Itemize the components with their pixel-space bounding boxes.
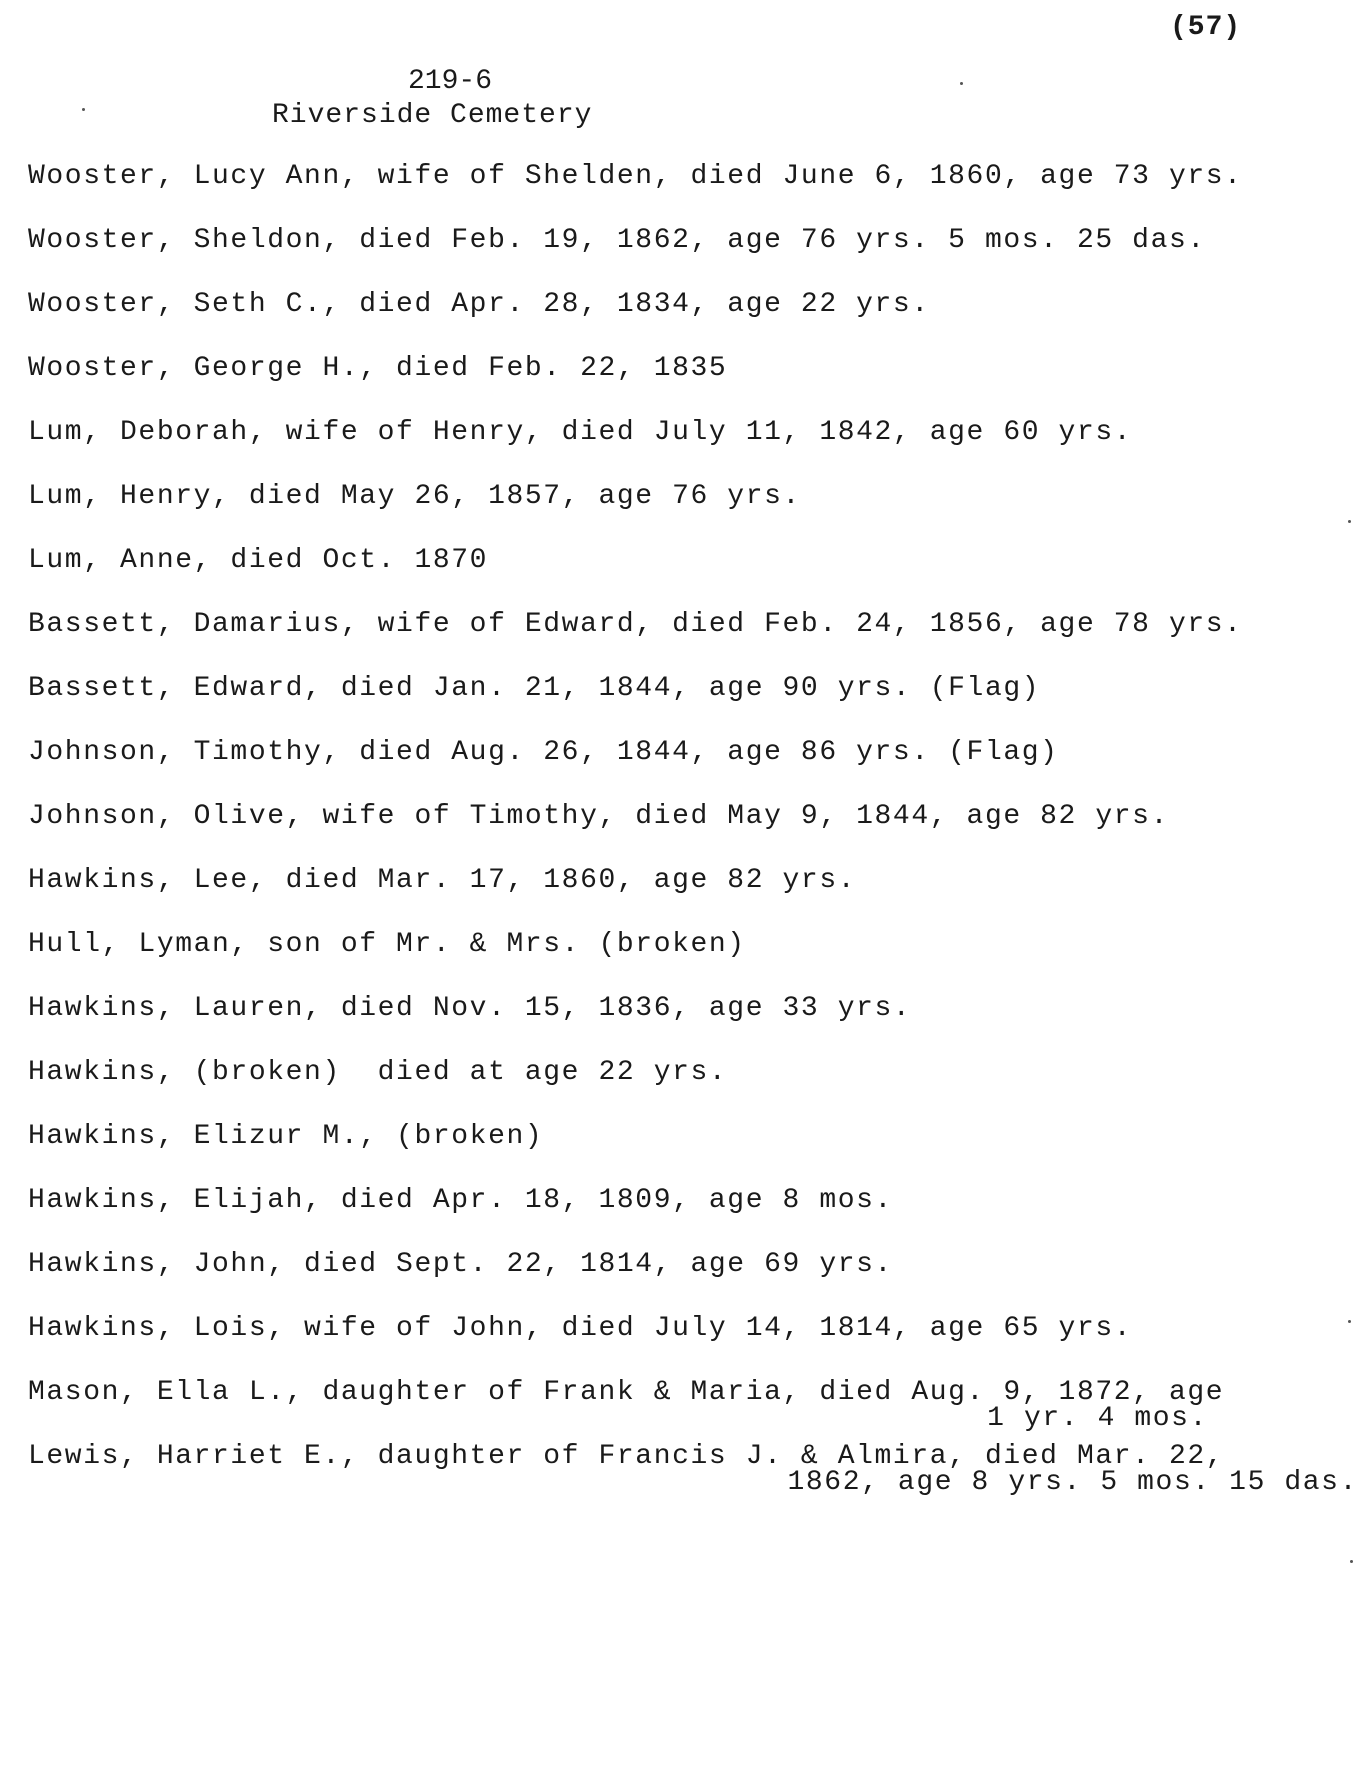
entry-text: Wooster, George H., died Feb. 22, 1835 bbox=[28, 353, 728, 384]
paper-speck bbox=[1350, 1560, 1353, 1563]
burial-entry bbox=[28, 544, 1358, 608]
burial-entry bbox=[28, 992, 1358, 1056]
entry-text: Hawkins, Lee, died Mar. 17, 1860, age 82 yrs. bbox=[28, 865, 857, 896]
paper-speck bbox=[82, 108, 85, 111]
entry-text: Hawkins, Lois, wife of John, died July 14, 1814, age 65 yrs. bbox=[28, 1313, 1133, 1344]
burial-entry bbox=[28, 864, 1358, 928]
burial-entry bbox=[28, 224, 1358, 288]
entry-text: Mason, Ella L., daughter of Frank & Maria, died Aug. 9, 1872, age bbox=[28, 1377, 1225, 1408]
entry-continuation: 1 yr. 4 mos. bbox=[987, 1403, 1208, 1434]
entry-text: Bassett, Damarius, wife of Edward, died Feb. 24, 1856, age 78 yrs. bbox=[28, 609, 1243, 640]
paper-speck bbox=[960, 82, 963, 85]
burial-entry bbox=[28, 1376, 1358, 1440]
burial-entry bbox=[28, 1056, 1358, 1120]
burial-list bbox=[28, 160, 1358, 1504]
cemetery-title: Riverside Cemetery bbox=[272, 100, 593, 131]
entry-text: Hawkins, (broken) died at age 22 yrs. bbox=[28, 1057, 728, 1088]
burial-entry bbox=[28, 416, 1358, 480]
burial-entry bbox=[28, 1440, 1358, 1504]
entry-text: Wooster, Sheldon, died Feb. 19, 1862, age 76 yrs. 5 mos. 25 das. bbox=[28, 225, 1206, 256]
entry-text: Lum, Deborah, wife of Henry, died July 11, 1842, age 60 yrs. bbox=[28, 417, 1133, 448]
burial-entry bbox=[28, 288, 1358, 352]
entry-text: Johnson, Olive, wife of Timothy, died May 9, 1844, age 82 yrs. bbox=[28, 801, 1169, 832]
entry-continuation: 1862, age 8 yrs. 5 mos. 15 das. bbox=[787, 1467, 1358, 1498]
paper-speck bbox=[1348, 520, 1351, 523]
entry-text: Lewis, Harriet E., daughter of Francis J. & Almira, died Mar. 22, bbox=[28, 1441, 1225, 1472]
burial-entry bbox=[28, 800, 1358, 864]
paper-speck bbox=[1348, 1320, 1351, 1323]
entry-text: Wooster, Seth C., died Apr. 28, 1834, age 22 yrs. bbox=[28, 289, 930, 320]
burial-entry bbox=[28, 928, 1358, 992]
entry-text: Lum, Anne, died Oct. 1870 bbox=[28, 545, 489, 576]
entry-text: Hawkins, Lauren, died Nov. 15, 1836, age 33 yrs. bbox=[28, 993, 912, 1024]
entry-text: Wooster, Lucy Ann, wife of Shelden, died June 6, 1860, age 73 yrs. bbox=[28, 161, 1243, 192]
burial-entry bbox=[28, 1312, 1358, 1376]
entry-text: Hawkins, John, died Sept. 22, 1814, age 69 yrs. bbox=[28, 1249, 893, 1280]
entry-text: Hawkins, Elijah, died Apr. 18, 1809, age 8 mos. bbox=[28, 1185, 893, 1216]
entry-text: Hull, Lyman, son of Mr. & Mrs. (broken) bbox=[28, 929, 746, 960]
burial-entry bbox=[28, 1248, 1358, 1312]
burial-entry bbox=[28, 1184, 1358, 1248]
entry-text: Bassett, Edward, died Jan. 21, 1844, age 90 yrs. (Flag) bbox=[28, 673, 1041, 704]
burial-entry bbox=[28, 352, 1358, 416]
burial-entry bbox=[28, 160, 1358, 224]
entry-text: Lum, Henry, died May 26, 1857, age 76 yrs. bbox=[28, 481, 801, 512]
burial-entry bbox=[28, 1120, 1358, 1184]
burial-entry bbox=[28, 672, 1358, 736]
entry-text: Johnson, Timothy, died Aug. 26, 1844, age 86 yrs. (Flag) bbox=[28, 737, 1059, 768]
entry-text: Hawkins, Elizur M., (broken) bbox=[28, 1121, 544, 1152]
burial-entry bbox=[28, 736, 1358, 800]
burial-entry bbox=[28, 608, 1358, 672]
burial-entry bbox=[28, 480, 1358, 544]
page-number: (57) bbox=[1170, 12, 1242, 43]
record-code: 219-6 bbox=[408, 66, 493, 97]
